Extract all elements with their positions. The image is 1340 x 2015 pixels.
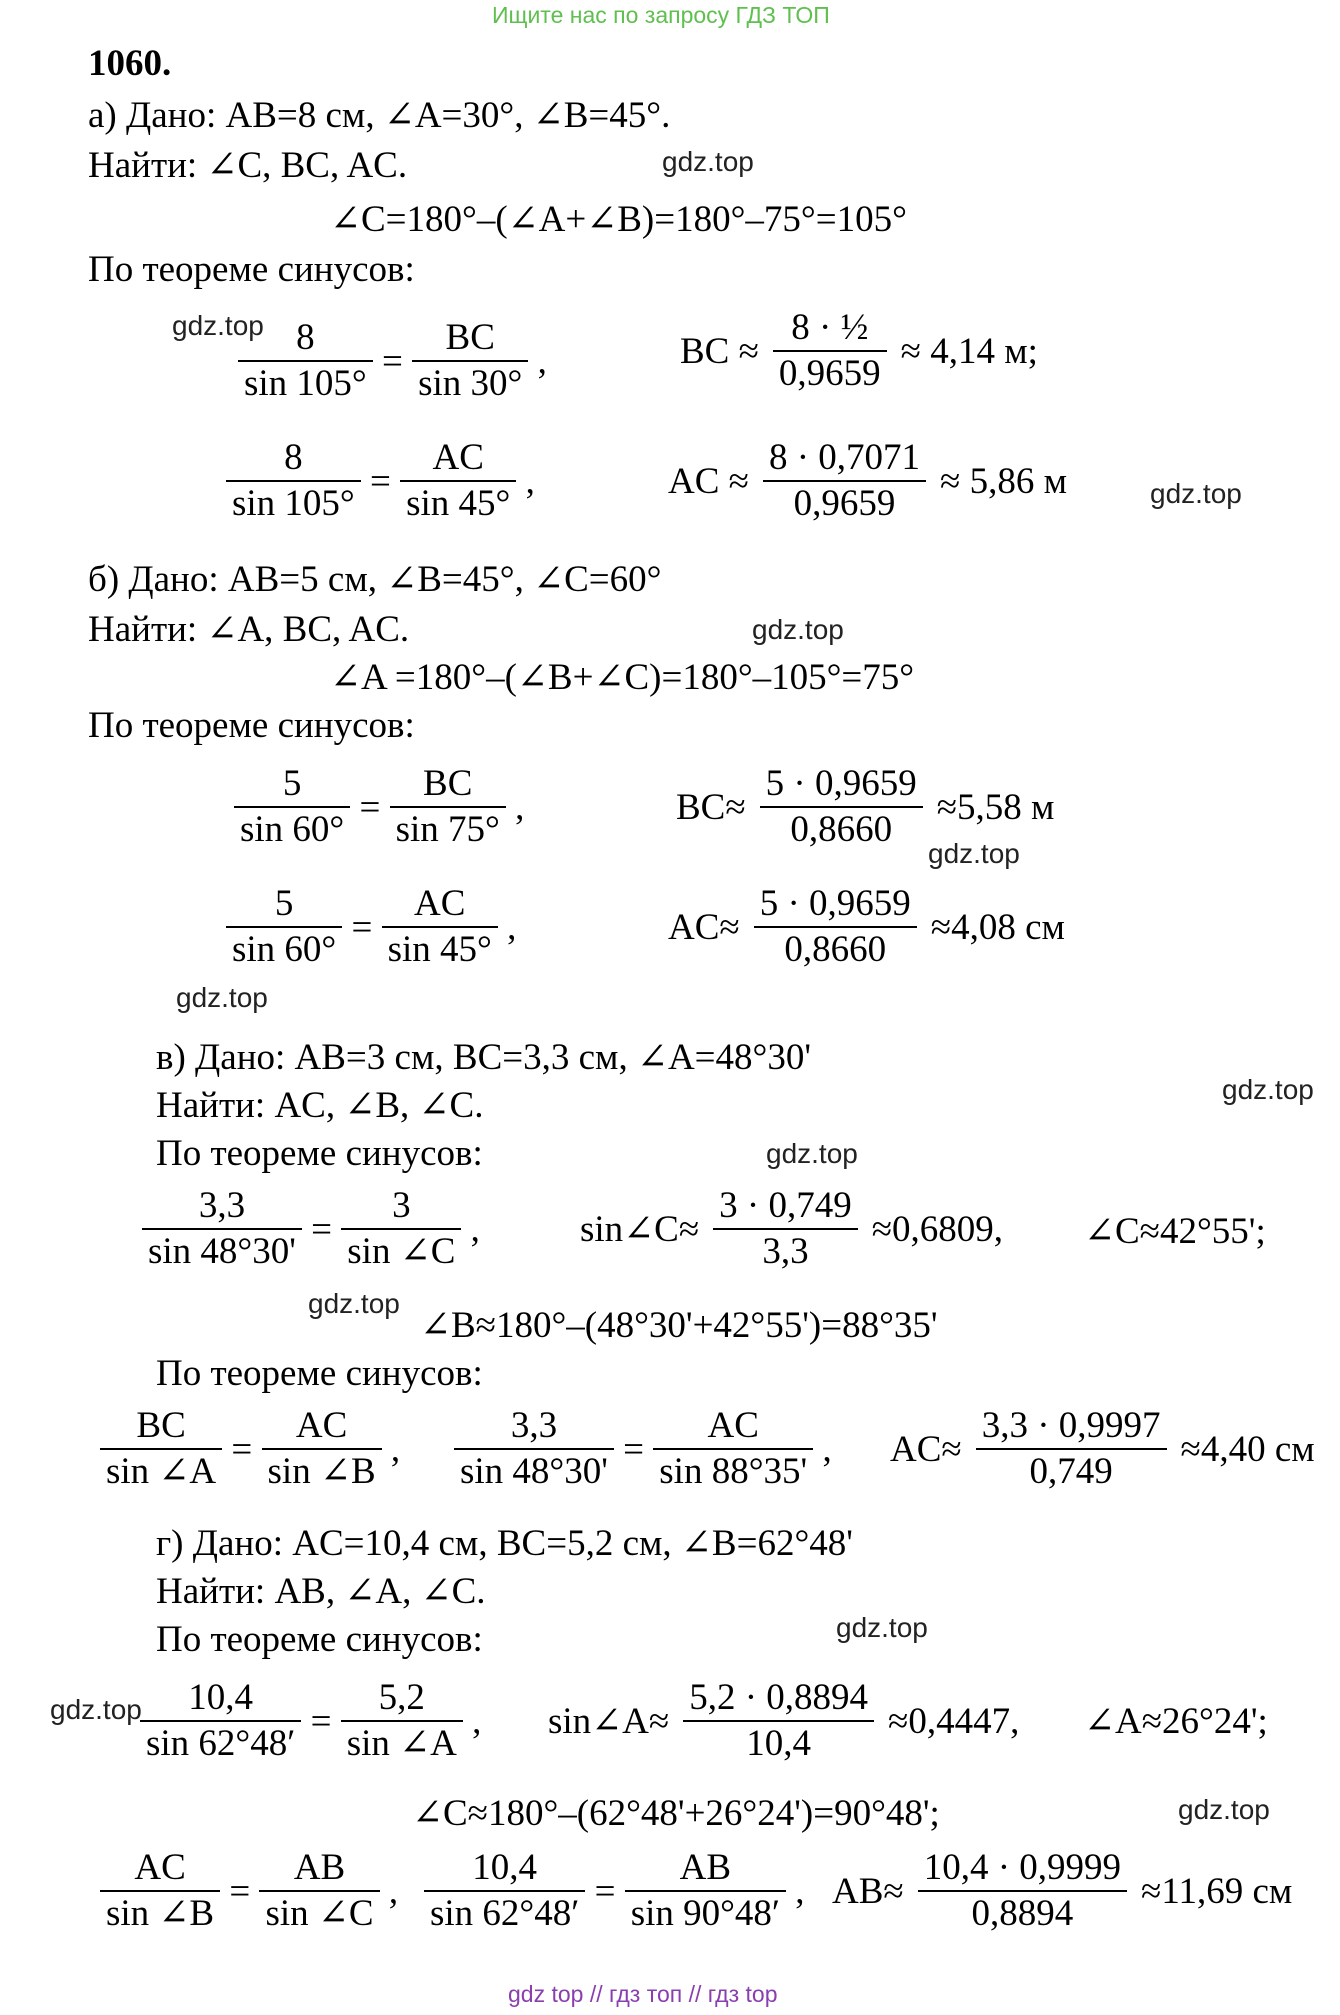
numerator: BC — [412, 316, 528, 362]
result-lhs: sin∠A≈ — [548, 1701, 670, 1742]
denominator: 0,8894 — [971, 1893, 1074, 1934]
v-result-1 — [580, 1184, 1003, 1274]
numerator: 5 — [234, 762, 350, 808]
denominator: sin 45° — [387, 929, 492, 970]
result-value: ≈11,69 см — [1141, 1870, 1293, 1912]
watermark: gdz.top — [176, 982, 268, 1013]
v-angle-b: ∠B≈180°–(48°30'+42°55')=88°35' — [420, 1305, 938, 1346]
a-angle: ∠C=180°–(∠A+∠B)=180°–75°=105° — [330, 199, 907, 240]
denominator: sin ∠C — [265, 1893, 374, 1934]
result-lhs: BC ≈ — [680, 330, 759, 372]
numerator: 8 · ½ — [773, 306, 887, 352]
denominator: 0,8660 — [790, 809, 893, 850]
watermark: gdz.top — [766, 1138, 858, 1169]
result-value: ≈4,40 см — [1180, 1428, 1315, 1470]
watermark: gdz.top — [928, 838, 1020, 869]
g-given: г) Дано: AC=10,4 см, BC=5,2 см, ∠B=62°48' — [156, 1523, 853, 1564]
denominator: sin 105° — [232, 483, 355, 524]
numerator: 5,2 · 0,8894 — [683, 1676, 874, 1722]
watermark: gdz.top — [1222, 1074, 1314, 1105]
result-value: ≈5,58 м — [936, 786, 1055, 828]
watermark: gdz.top — [172, 310, 264, 341]
b-theorem: По теореме синусов: — [88, 705, 415, 746]
a-proportion-1: $\frac{8}{\sin 105^\circ}$ = $\frac{BC}{\sin 30^\circ}$ , — [238, 316, 547, 406]
result-lhs: AC≈ — [668, 906, 740, 948]
denominator: sin 105° — [244, 363, 367, 404]
numerator: 3,3 — [142, 1184, 302, 1230]
g-angle-c: ∠C≈180°–(62°48'+26°24')=90°48'; — [412, 1793, 940, 1834]
numerator: 8 — [238, 316, 373, 362]
g-theorem: По теореме синусов: — [156, 1619, 483, 1660]
g-proportion-2: $\frac{AC}{\sin \angle B}$ = $\frac{AB}{\sin \angle C}$ , — [100, 1846, 398, 1936]
watermark: gdz.top — [1150, 478, 1242, 509]
denominator: sin 90°48′ — [630, 1893, 781, 1934]
v-theorem-2: По теореме синусов: — [156, 1353, 483, 1394]
watermark: gdz.top — [50, 1694, 142, 1725]
denominator: sin 30° — [418, 363, 523, 404]
watermark: gdz.top — [662, 146, 754, 177]
denominator: sin 88°35' — [659, 1451, 808, 1492]
numerator: BC — [390, 762, 506, 808]
denominator: sin 60° — [240, 809, 345, 850]
g-proportion-3: $\frac{10,4}{\sin 62^\circ 48'}$ = $\frac{AB}{\sin 90^\circ 48'}$ , — [424, 1846, 805, 1936]
v-theorem: По теореме синусов: — [156, 1133, 483, 1174]
v-proportion-1: $\frac{3,3}{\sin 48^\circ 30'}$ = $\frac{3}{\sin \angle C}$ , — [142, 1184, 480, 1274]
a-find: Найти: ∠C, BC, AC. — [88, 145, 408, 186]
g-find: Найти: AB, ∠A, ∠C. — [156, 1571, 486, 1612]
watermark: gdz.top — [308, 1288, 400, 1319]
b-proportion-2: $\frac{5}{\sin 60^\circ}$ = $\frac{AC}{\sin 45^\circ}$ , — [226, 882, 516, 972]
numerator: 5 — [226, 882, 342, 928]
g-result-1 — [548, 1676, 1019, 1766]
b-angle: ∠A =180°–(∠B+∠C)=180°–105°=75° — [330, 657, 915, 698]
problem-number: 1060. — [88, 43, 172, 84]
v-angle-c: ∠C≈42°55'; — [1084, 1211, 1266, 1252]
denominator: sin ∠C — [347, 1231, 456, 1272]
numerator: AC — [653, 1404, 813, 1450]
denominator: sin 45° — [406, 483, 511, 524]
result-value: ≈4,08 см — [930, 906, 1065, 948]
numerator: AB — [625, 1846, 786, 1892]
denominator: sin 62°48′ — [146, 1723, 296, 1764]
result-value: ≈0,6809, — [871, 1208, 1004, 1250]
numerator: AC — [400, 436, 516, 482]
a-theorem: По теореме синусов: — [88, 249, 415, 290]
v-given: в) Дано: AB=3 см, BC=3,3 см, ∠A=48°30' — [156, 1037, 811, 1078]
denominator: 0,8660 — [784, 929, 887, 970]
watermark: gdz.top — [752, 614, 844, 645]
watermark: gdz.top — [836, 1612, 928, 1643]
denominator: 0,749 — [1029, 1451, 1113, 1492]
top-watermark: Ищите нас по запросу ГДЗ ТОП — [492, 2, 830, 28]
denominator: 0,9659 — [793, 483, 896, 524]
result-value: ≈ 5,86 м — [940, 460, 1068, 502]
g-proportion-1: $\frac{10,4}{\sin 62^\circ 48'}$ = $\frac{5,2}{\sin \angle A}$ , — [140, 1676, 481, 1766]
b-proportion-1: $\frac{5}{\sin 60^\circ}$ = $\frac{BC}{\sin 75^\circ}$ , — [234, 762, 524, 852]
result-lhs: AB≈ — [832, 1870, 904, 1912]
numerator: AC — [100, 1846, 220, 1892]
result-value: ≈0,4447, — [888, 1700, 1020, 1742]
g-angle-a: ∠A≈26°24'; — [1084, 1701, 1268, 1742]
denominator: sin ∠A — [346, 1723, 457, 1764]
a-given: а) Дано: AB=8 см, ∠A=30°, ∠B=45°. — [88, 95, 671, 136]
numerator: 5 · 0,9659 — [760, 762, 923, 808]
denominator: 0,9659 — [778, 353, 881, 394]
denominator: 10,4 — [746, 1723, 811, 1764]
numerator: 3,3 · 0,9997 — [976, 1404, 1167, 1450]
denominator: sin ∠A — [106, 1451, 217, 1492]
denominator: 3,3 — [762, 1231, 809, 1272]
b-given: б) Дано: AB=5 см, ∠B=45°, ∠C=60° — [88, 559, 662, 600]
numerator: 10,4 · 0,9999 — [918, 1846, 1127, 1892]
numerator: 3 — [341, 1184, 461, 1230]
numerator: 5 · 0,9659 — [754, 882, 917, 928]
numerator: 3 · 0,749 — [713, 1184, 858, 1230]
numerator: AC — [262, 1404, 382, 1450]
v-proportion-2: $\frac{BC}{\sin \angle A}$ = $\frac{AC}{\sin \angle B}$ , — [100, 1404, 400, 1494]
numerator: 10,4 — [424, 1846, 585, 1892]
v-result-2 — [890, 1404, 1315, 1494]
v-proportion-3: $\frac{3,3}{\sin 48^\circ 30'}$ = $\frac{AC}{\sin 88^\circ 35'}$ , — [454, 1404, 832, 1494]
b-result-2 — [668, 882, 1065, 972]
numerator: AB — [259, 1846, 379, 1892]
numerator: 5,2 — [341, 1676, 463, 1722]
result-lhs: sin∠C≈ — [580, 1209, 700, 1250]
b-find: Найти: ∠A, BC, AC. — [88, 609, 410, 650]
numerator: AC — [382, 882, 498, 928]
a-result-1 — [680, 306, 1038, 396]
watermark: gdz.top — [1178, 1794, 1270, 1825]
denominator: sin 60° — [232, 929, 337, 970]
result-value: ≈ 4,14 м; — [900, 330, 1038, 372]
denominator: sin ∠B — [267, 1451, 376, 1492]
numerator: 8 · 0,7071 — [763, 436, 926, 482]
g-result-2 — [832, 1846, 1292, 1936]
numerator: BC — [100, 1404, 222, 1450]
a-proportion-2: $\frac{8}{\sin 105^\circ}$ = $\frac{AC}{\sin 45^\circ}$ , — [226, 436, 535, 526]
result-lhs: BC≈ — [676, 786, 746, 828]
denominator: sin 75° — [395, 809, 500, 850]
numerator: 8 — [226, 436, 361, 482]
denominator: sin 48°30' — [460, 1451, 608, 1492]
denominator: sin 48°30' — [148, 1231, 296, 1272]
numerator: 3,3 — [454, 1404, 614, 1450]
result-lhs: AC≈ — [890, 1428, 962, 1470]
v-find: Найти: AC, ∠B, ∠C. — [156, 1085, 484, 1126]
denominator: sin ∠B — [106, 1893, 215, 1934]
result-lhs: AC ≈ — [668, 460, 749, 502]
numerator: 10,4 — [140, 1676, 301, 1722]
bottom-watermark: gdz top // гдз топ // гдз top — [508, 1981, 778, 2007]
denominator: sin 62°48′ — [430, 1893, 580, 1934]
a-result-2 — [668, 436, 1067, 526]
